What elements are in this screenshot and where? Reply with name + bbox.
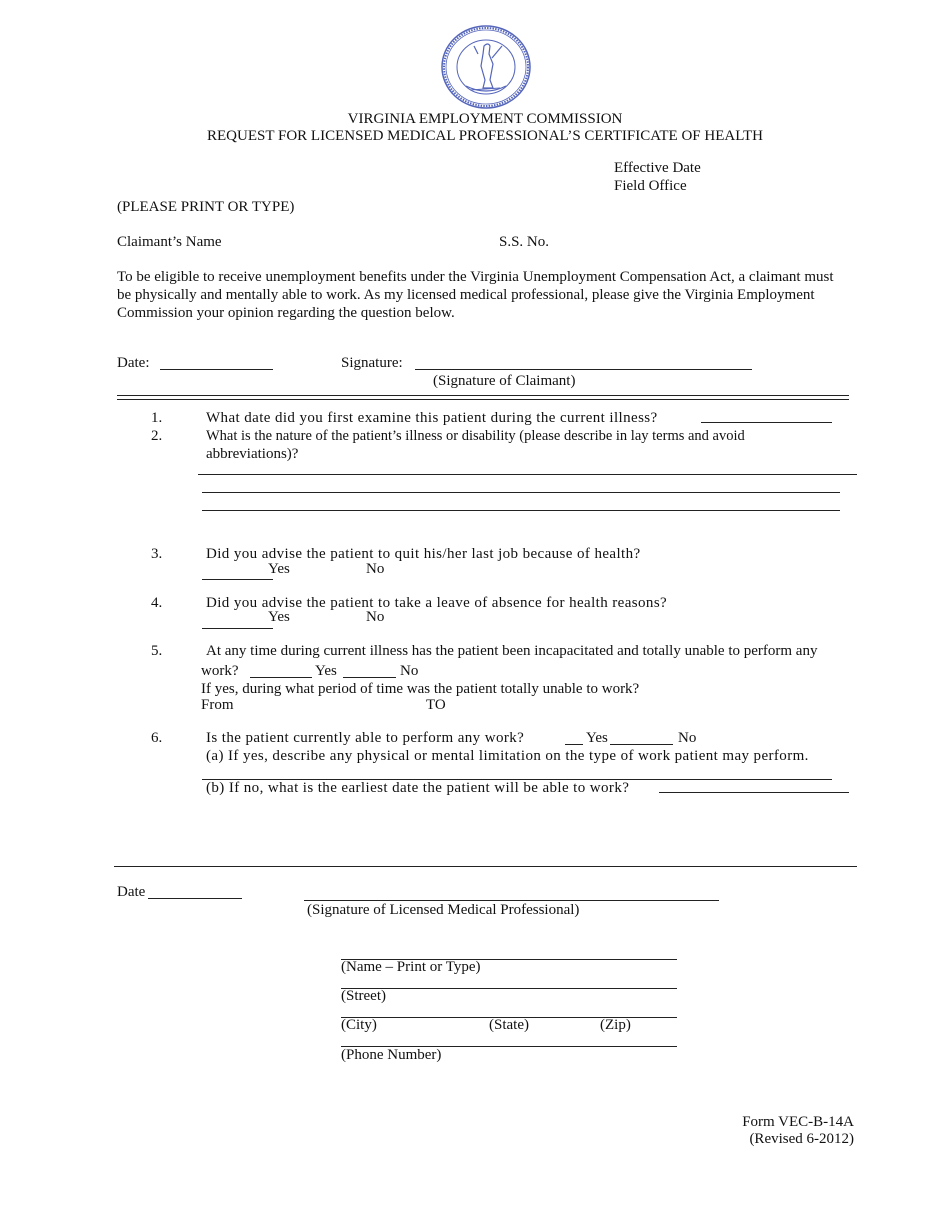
q5-no-label: No [400, 663, 419, 679]
section-divider [117, 399, 849, 400]
effective-date-label: Effective Date [614, 160, 701, 176]
q6-text: Is the patient currently able to perform any work? [206, 730, 525, 746]
q2-answer-line[interactable] [202, 510, 840, 511]
professional-date-field[interactable] [148, 898, 242, 899]
form-number: Form VEC-B-14A [742, 1114, 854, 1130]
q1-answer-field[interactable] [701, 422, 832, 423]
claimant-signature-field[interactable] [415, 369, 752, 370]
q5-from-label: From [201, 697, 234, 713]
q6-yes-label: Yes [586, 730, 608, 746]
q6-no-label: No [678, 730, 697, 746]
q2-text-line1: What is the nature of the patient’s illness or disability (please describe in lay terms and avoid [206, 428, 745, 444]
q2-text-line2: abbreviations)? [206, 446, 299, 462]
city-caption: (City) [341, 1017, 377, 1033]
q6b-answer-field[interactable] [659, 792, 849, 793]
q4-yes-label: Yes [268, 609, 290, 625]
q1-number: 1. [151, 410, 163, 426]
phone-caption: (Phone Number) [341, 1047, 442, 1063]
street-caption: (Street) [341, 988, 386, 1004]
claimant-date-label: Date: [117, 355, 150, 371]
q4-number: 4. [151, 595, 163, 611]
q4-answer-field[interactable] [202, 628, 273, 629]
q5-followup: If yes, during what period of time was the patient totally unable to work? [201, 681, 640, 697]
form-title: REQUEST FOR LICENSED MEDICAL PROFESSIONAL’S CERTIFICATE OF HEALTH [207, 128, 763, 144]
name-caption: (Name – Print or Type) [341, 959, 481, 975]
q5-yes-field[interactable] [250, 677, 312, 678]
professional-signature-caption: (Signature of Licensed Medical Professional) [307, 902, 580, 918]
virginia-state-seal-icon [440, 24, 532, 110]
q6a-text: (a) If yes, describe any physical or mental limitation on the type of work patient may perform. [206, 748, 809, 764]
q6-yes-field[interactable] [565, 744, 583, 745]
q6-number: 6. [151, 730, 163, 746]
q6-no-field[interactable] [610, 744, 673, 745]
q5-number: 5. [151, 643, 163, 659]
zip-caption: (Zip) [600, 1017, 631, 1033]
q5-text: At any time during current illness has the patient been incapacitated and totally unable to perform any [206, 643, 818, 659]
field-office-label: Field Office [614, 178, 687, 194]
claimant-signature-label: Signature: [341, 355, 403, 371]
q2-answer-line[interactable] [202, 492, 840, 493]
q5-no-field[interactable] [343, 677, 396, 678]
claimant-date-field[interactable] [160, 369, 273, 370]
q5-to-label: TO [426, 697, 446, 713]
q2-number: 2. [151, 428, 163, 444]
professional-date-label: Date [117, 884, 146, 900]
q1-text: What date did you first examine this patient during the current illness? [206, 410, 658, 426]
form-revision: (Revised 6-2012) [749, 1131, 854, 1147]
q3-answer-field[interactable] [202, 579, 273, 580]
section-divider [114, 866, 857, 867]
agency-title: VIRGINIA EMPLOYMENT COMMISSION [347, 111, 623, 127]
professional-signature-field[interactable] [304, 900, 719, 901]
ssn-label: S.S. No. [499, 234, 550, 250]
q2-answer-line[interactable] [198, 474, 857, 475]
print-instruction: (PLEASE PRINT OR TYPE) [117, 199, 295, 215]
q4-no-label: No [366, 609, 385, 625]
q3-number: 3. [151, 546, 163, 562]
eligibility-statement: To be eligible to receive unemployment benefits under the Virginia Unemployment Compensation Act, a claimant must be physically and mentally able to work. As my licensed medical professional, please give the Virginia Employment Commission your opinion regarding the question below. [117, 269, 834, 321]
q4-text: Did you advise the patient to take a leave of absence for health reasons? [206, 595, 668, 611]
claimant-signature-caption: (Signature of Claimant) [433, 373, 576, 389]
state-caption: (State) [489, 1017, 529, 1033]
q5-work-label: work? [201, 663, 239, 679]
q3-no-label: No [366, 561, 385, 577]
street-field[interactable] [341, 988, 677, 989]
q3-yes-label: Yes [268, 561, 290, 577]
q5-yes-label: Yes [315, 663, 337, 679]
q3-text: Did you advise the patient to quit his/her last job because of health? [206, 546, 641, 562]
claimant-name-label: Claimant’s Name [117, 234, 222, 250]
section-divider [117, 395, 849, 396]
q6b-text: (b) If no, what is the earliest date the patient will be able to work? [206, 780, 630, 796]
